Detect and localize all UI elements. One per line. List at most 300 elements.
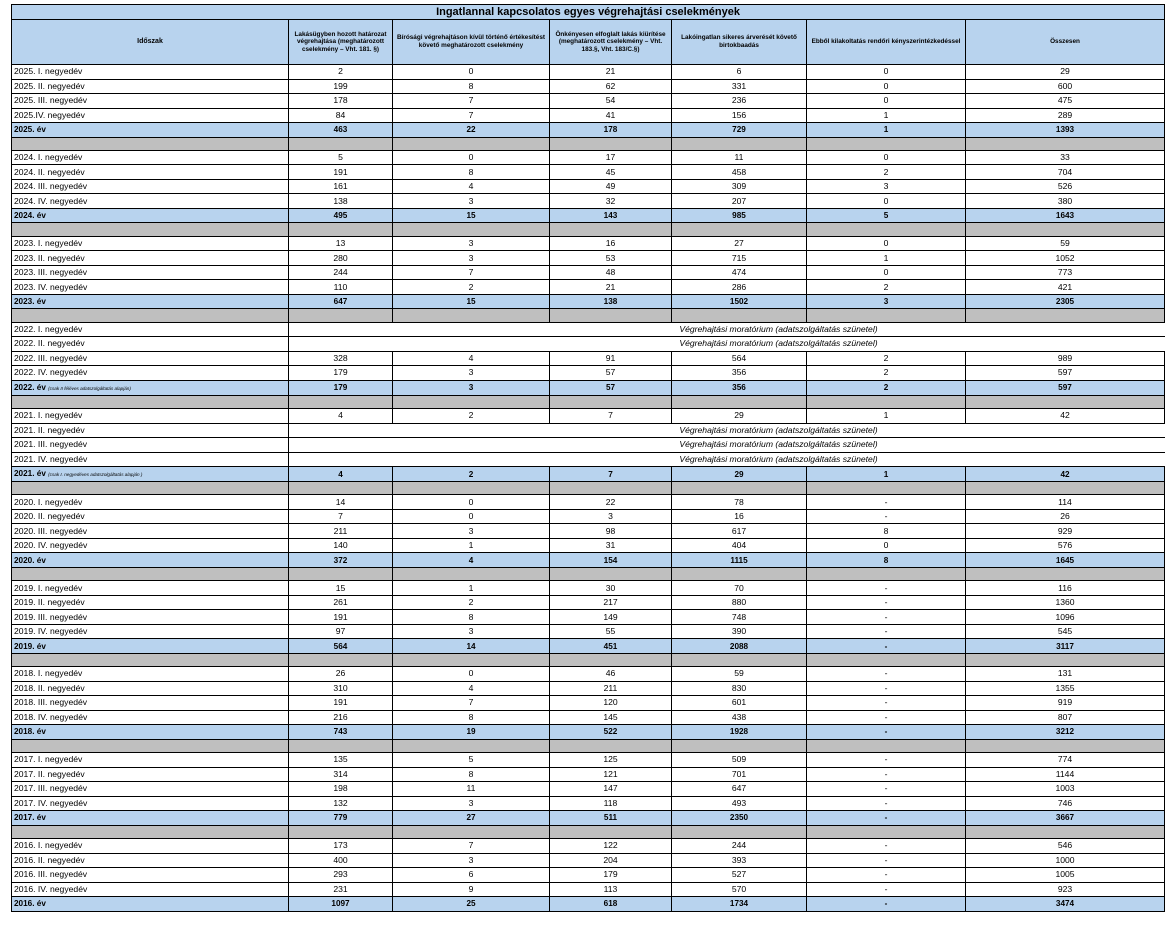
separator-cell bbox=[550, 395, 672, 408]
value-cell: 132 bbox=[289, 796, 393, 811]
table-row bbox=[12, 79, 1165, 94]
total-value-cell: 618 bbox=[550, 897, 672, 912]
separator-cell bbox=[672, 223, 807, 236]
year-total-row bbox=[12, 725, 1165, 740]
table-row bbox=[12, 767, 1165, 782]
value-cell: - bbox=[807, 782, 966, 797]
value-cell: 191 bbox=[289, 165, 393, 180]
table-row bbox=[12, 868, 1165, 883]
value-cell: 14 bbox=[289, 495, 393, 510]
separator-cell bbox=[966, 137, 1165, 150]
value-cell: 0 bbox=[393, 150, 550, 165]
period-cell: 2023. I. negyedév bbox=[12, 236, 289, 251]
separator-cell bbox=[807, 567, 966, 580]
value-cell: - bbox=[807, 509, 966, 524]
value-cell: - bbox=[807, 595, 966, 610]
value-cell: 576 bbox=[966, 538, 1165, 553]
value-cell: 7 bbox=[393, 108, 550, 123]
separator-cell bbox=[393, 223, 550, 236]
period-cell: 2022. II. negyedév bbox=[12, 337, 289, 352]
period-cell: 2025. II. negyedév bbox=[12, 79, 289, 94]
separator-cell bbox=[966, 395, 1165, 408]
value-cell: 116 bbox=[966, 581, 1165, 596]
empty-cell bbox=[289, 337, 393, 352]
separator-cell bbox=[807, 223, 966, 236]
total-value-cell: 511 bbox=[550, 811, 672, 826]
value-cell: 7 bbox=[393, 696, 550, 711]
value-cell: 21 bbox=[550, 65, 672, 80]
separator-cell bbox=[672, 825, 807, 838]
total-value-cell: 1 bbox=[807, 467, 966, 482]
period-cell: 2016. III. negyedév bbox=[12, 868, 289, 883]
total-value-cell: 2305 bbox=[966, 294, 1165, 309]
value-cell: 173 bbox=[289, 839, 393, 854]
period-cell bbox=[12, 208, 289, 223]
value-cell: 4 bbox=[393, 351, 550, 366]
total-value-cell: - bbox=[807, 897, 966, 912]
total-value-cell: 1928 bbox=[672, 725, 807, 740]
total-value-cell: 29 bbox=[672, 467, 807, 482]
value-cell: 1003 bbox=[966, 782, 1165, 797]
value-cell: 929 bbox=[966, 524, 1165, 539]
value-cell: 110 bbox=[289, 280, 393, 295]
value-cell: - bbox=[807, 696, 966, 711]
table-row bbox=[12, 265, 1165, 280]
total-value-cell: 2350 bbox=[672, 811, 807, 826]
value-cell: 701 bbox=[672, 767, 807, 782]
year-note: (csak I. negyedéves adatszolgáltatás alapján ) bbox=[48, 472, 143, 478]
period-cell: 2017. III. negyedév bbox=[12, 782, 289, 797]
title-row bbox=[12, 5, 1165, 20]
value-cell: 62 bbox=[550, 79, 672, 94]
value-cell: 1 bbox=[807, 251, 966, 266]
period-cell: 2020. III. negyedév bbox=[12, 524, 289, 539]
period-cell: 2024. IV. negyedév bbox=[12, 194, 289, 209]
header-squatter-eviction: Önkényesen elfoglalt lakás kiürítése (meghatározott cselekmény – Vht. 183.§, Vht. 183/C.§) bbox=[550, 20, 672, 65]
value-cell: 1 bbox=[393, 538, 550, 553]
table-row bbox=[12, 165, 1165, 180]
value-cell: 280 bbox=[289, 251, 393, 266]
value-cell: 22 bbox=[550, 495, 672, 510]
moratorium-note: Végrehajtási moratórium (adatszolgáltatás szünetel) bbox=[393, 337, 1165, 352]
year-label: 2017. év bbox=[14, 813, 46, 823]
value-cell: 2 bbox=[393, 595, 550, 610]
value-cell: 289 bbox=[966, 108, 1165, 123]
separator-cell bbox=[393, 739, 550, 752]
value-cell: 2 bbox=[393, 409, 550, 424]
value-cell: 807 bbox=[966, 710, 1165, 725]
value-cell: 0 bbox=[807, 538, 966, 553]
table-row bbox=[12, 667, 1165, 682]
value-cell: 526 bbox=[966, 179, 1165, 194]
total-value-cell: 647 bbox=[289, 294, 393, 309]
value-cell: 84 bbox=[289, 108, 393, 123]
value-cell: 135 bbox=[289, 753, 393, 768]
header-period: Időszak bbox=[12, 20, 289, 65]
separator-row bbox=[12, 653, 1165, 666]
table-row bbox=[12, 839, 1165, 854]
total-value-cell: 7 bbox=[550, 467, 672, 482]
table-row bbox=[12, 796, 1165, 811]
total-value-cell: 2 bbox=[807, 380, 966, 395]
value-cell: 597 bbox=[966, 366, 1165, 381]
value-cell: 746 bbox=[966, 796, 1165, 811]
separator-cell bbox=[12, 739, 289, 752]
value-cell: 1144 bbox=[966, 767, 1165, 782]
separator-cell bbox=[672, 137, 807, 150]
value-cell: 545 bbox=[966, 624, 1165, 639]
value-cell: 57 bbox=[550, 366, 672, 381]
value-cell: 131 bbox=[966, 667, 1165, 682]
value-cell: 474 bbox=[672, 265, 807, 280]
period-cell: 2018. II. negyedév bbox=[12, 681, 289, 696]
period-cell: 2020. II. negyedév bbox=[12, 509, 289, 524]
value-cell: 32 bbox=[550, 194, 672, 209]
total-value-cell: 2 bbox=[393, 467, 550, 482]
value-cell: 8 bbox=[393, 610, 550, 625]
total-value-cell: 495 bbox=[289, 208, 393, 223]
empty-cell bbox=[289, 322, 393, 337]
value-cell: 113 bbox=[550, 882, 672, 897]
value-cell: - bbox=[807, 624, 966, 639]
value-cell: 3 bbox=[807, 179, 966, 194]
separator-cell bbox=[289, 825, 393, 838]
year-total-row bbox=[12, 294, 1165, 309]
year-label: 2019. év bbox=[14, 641, 46, 651]
table-row bbox=[12, 280, 1165, 295]
table-row bbox=[12, 94, 1165, 109]
total-value-cell: 779 bbox=[289, 811, 393, 826]
table-row bbox=[12, 495, 1165, 510]
value-cell: 2 bbox=[807, 351, 966, 366]
value-cell: 0 bbox=[807, 79, 966, 94]
enforcement-table bbox=[11, 4, 1165, 912]
separator-cell bbox=[12, 137, 289, 150]
separator-cell bbox=[807, 309, 966, 322]
separator-row bbox=[12, 739, 1165, 752]
value-cell: 830 bbox=[672, 681, 807, 696]
value-cell: 390 bbox=[672, 624, 807, 639]
value-cell: 156 bbox=[672, 108, 807, 123]
year-label: 2016. év bbox=[14, 899, 46, 909]
separator-cell bbox=[12, 567, 289, 580]
value-cell: 91 bbox=[550, 351, 672, 366]
value-cell: 293 bbox=[289, 868, 393, 883]
value-cell: 41 bbox=[550, 108, 672, 123]
separator-row bbox=[12, 567, 1165, 580]
separator-cell bbox=[393, 653, 550, 666]
separator-cell bbox=[550, 739, 672, 752]
table-row bbox=[12, 710, 1165, 725]
header-total: Összesen bbox=[966, 20, 1165, 65]
period-cell bbox=[12, 553, 289, 568]
year-label: 2018. év bbox=[14, 727, 46, 737]
table-row bbox=[12, 581, 1165, 596]
value-cell: 314 bbox=[289, 767, 393, 782]
separator-row bbox=[12, 137, 1165, 150]
total-value-cell: 138 bbox=[550, 294, 672, 309]
period-cell: 2022. I. negyedév bbox=[12, 322, 289, 337]
period-cell: 2019. IV. negyedév bbox=[12, 624, 289, 639]
value-cell: 3 bbox=[393, 236, 550, 251]
table-row bbox=[12, 179, 1165, 194]
value-cell: 48 bbox=[550, 265, 672, 280]
table-row bbox=[12, 322, 1165, 337]
value-cell: 509 bbox=[672, 753, 807, 768]
table-row bbox=[12, 438, 1165, 453]
value-cell: 161 bbox=[289, 179, 393, 194]
value-cell: 546 bbox=[966, 839, 1165, 854]
separator-row bbox=[12, 482, 1165, 495]
value-cell: 3 bbox=[550, 509, 672, 524]
table-row bbox=[12, 882, 1165, 897]
separator-cell bbox=[807, 482, 966, 495]
period-cell bbox=[12, 294, 289, 309]
value-cell: 46 bbox=[550, 667, 672, 682]
separator-cell bbox=[12, 223, 289, 236]
value-cell: 17 bbox=[550, 150, 672, 165]
value-cell: 0 bbox=[807, 194, 966, 209]
period-cell: 2021. II. negyedév bbox=[12, 423, 289, 438]
year-total-row bbox=[12, 897, 1165, 912]
value-cell: 54 bbox=[550, 94, 672, 109]
separator-cell bbox=[393, 395, 550, 408]
separator-cell bbox=[289, 223, 393, 236]
value-cell: 328 bbox=[289, 351, 393, 366]
value-cell: 8 bbox=[393, 79, 550, 94]
value-cell: 26 bbox=[966, 509, 1165, 524]
value-cell: 78 bbox=[672, 495, 807, 510]
period-cell: 2022. IV. negyedév bbox=[12, 366, 289, 381]
value-cell: 244 bbox=[672, 839, 807, 854]
period-cell: 2016. IV. negyedév bbox=[12, 882, 289, 897]
value-cell: 3 bbox=[393, 366, 550, 381]
value-cell: 98 bbox=[550, 524, 672, 539]
total-value-cell: 1115 bbox=[672, 553, 807, 568]
value-cell: 125 bbox=[550, 753, 672, 768]
separator-cell bbox=[672, 395, 807, 408]
value-cell: 2 bbox=[289, 65, 393, 80]
moratorium-note: Végrehajtási moratórium (adatszolgáltatás szünetel) bbox=[393, 423, 1165, 438]
table-row bbox=[12, 409, 1165, 424]
value-cell: 601 bbox=[672, 696, 807, 711]
total-value-cell: 8 bbox=[807, 553, 966, 568]
total-value-cell: 15 bbox=[393, 208, 550, 223]
value-cell: 179 bbox=[289, 366, 393, 381]
total-value-cell: 3474 bbox=[966, 897, 1165, 912]
table-body bbox=[12, 5, 1165, 912]
total-value-cell: 178 bbox=[550, 123, 672, 138]
year-label: 2025. év bbox=[14, 125, 46, 135]
value-cell: 97 bbox=[289, 624, 393, 639]
period-cell: 2024. III. negyedév bbox=[12, 179, 289, 194]
separator-cell bbox=[672, 739, 807, 752]
value-cell: 0 bbox=[807, 94, 966, 109]
total-value-cell: 154 bbox=[550, 553, 672, 568]
table-row bbox=[12, 681, 1165, 696]
separator-cell bbox=[393, 309, 550, 322]
value-cell: 59 bbox=[966, 236, 1165, 251]
total-value-cell: 2088 bbox=[672, 639, 807, 654]
period-cell: 2019. I. negyedév bbox=[12, 581, 289, 596]
separator-cell bbox=[807, 825, 966, 838]
total-value-cell: - bbox=[807, 725, 966, 740]
year-label: 2024. év bbox=[14, 211, 46, 221]
table-row bbox=[12, 251, 1165, 266]
value-cell: 0 bbox=[393, 667, 550, 682]
table-row bbox=[12, 150, 1165, 165]
separator-cell bbox=[550, 825, 672, 838]
value-cell: - bbox=[807, 681, 966, 696]
separator-row bbox=[12, 223, 1165, 236]
period-cell: 2023. II. negyedév bbox=[12, 251, 289, 266]
table-row bbox=[12, 194, 1165, 209]
value-cell: 1 bbox=[807, 108, 966, 123]
period-cell: 2021. IV. negyedév bbox=[12, 452, 289, 467]
total-value-cell: 463 bbox=[289, 123, 393, 138]
total-value-cell: 3667 bbox=[966, 811, 1165, 826]
table-row bbox=[12, 696, 1165, 711]
value-cell: 121 bbox=[550, 767, 672, 782]
value-cell: 647 bbox=[672, 782, 807, 797]
value-cell: 570 bbox=[672, 882, 807, 897]
value-cell: 0 bbox=[807, 150, 966, 165]
separator-cell bbox=[550, 223, 672, 236]
value-cell: 191 bbox=[289, 696, 393, 711]
total-value-cell: 179 bbox=[289, 380, 393, 395]
table-row bbox=[12, 366, 1165, 381]
table-row bbox=[12, 351, 1165, 366]
value-cell: 198 bbox=[289, 782, 393, 797]
value-cell: 8 bbox=[807, 524, 966, 539]
value-cell: - bbox=[807, 796, 966, 811]
separator-cell bbox=[289, 309, 393, 322]
year-total-row bbox=[12, 639, 1165, 654]
value-cell: - bbox=[807, 767, 966, 782]
total-value-cell: - bbox=[807, 639, 966, 654]
table-row bbox=[12, 782, 1165, 797]
value-cell: 49 bbox=[550, 179, 672, 194]
period-cell: 2022. III. negyedév bbox=[12, 351, 289, 366]
value-cell: 1360 bbox=[966, 595, 1165, 610]
separator-cell bbox=[966, 653, 1165, 666]
value-cell: 13 bbox=[289, 236, 393, 251]
total-value-cell: 597 bbox=[966, 380, 1165, 395]
total-value-cell: 1502 bbox=[672, 294, 807, 309]
value-cell: 122 bbox=[550, 839, 672, 854]
separator-cell bbox=[550, 653, 672, 666]
value-cell: 244 bbox=[289, 265, 393, 280]
value-cell: 7 bbox=[550, 409, 672, 424]
value-cell: 2 bbox=[807, 280, 966, 295]
separator-cell bbox=[807, 395, 966, 408]
separator-cell bbox=[672, 653, 807, 666]
total-value-cell: 372 bbox=[289, 553, 393, 568]
separator-cell bbox=[393, 825, 550, 838]
total-value-cell: 1097 bbox=[289, 897, 393, 912]
year-total-row bbox=[12, 811, 1165, 826]
value-cell: - bbox=[807, 853, 966, 868]
total-value-cell: 15 bbox=[393, 294, 550, 309]
value-cell: 400 bbox=[289, 853, 393, 868]
table-row bbox=[12, 524, 1165, 539]
period-cell bbox=[12, 123, 289, 138]
period-cell: 2019. III. negyedév bbox=[12, 610, 289, 625]
value-cell: 5 bbox=[289, 150, 393, 165]
period-cell: 2018. I. negyedév bbox=[12, 667, 289, 682]
total-value-cell: 1393 bbox=[966, 123, 1165, 138]
value-cell: 880 bbox=[672, 595, 807, 610]
total-value-cell: 1643 bbox=[966, 208, 1165, 223]
moratorium-note: Végrehajtási moratórium (adatszolgáltatás szünetel) bbox=[393, 322, 1165, 337]
value-cell: 393 bbox=[672, 853, 807, 868]
value-cell: 2 bbox=[807, 366, 966, 381]
separator-cell bbox=[966, 223, 1165, 236]
value-cell: 59 bbox=[672, 667, 807, 682]
separator-cell bbox=[12, 825, 289, 838]
period-cell bbox=[12, 725, 289, 740]
year-total-row bbox=[12, 467, 1165, 482]
total-value-cell: 19 bbox=[393, 725, 550, 740]
separator-cell bbox=[12, 482, 289, 495]
value-cell: - bbox=[807, 495, 966, 510]
year-note: (csak II féléves adatszolgáltatás alapján) bbox=[48, 385, 131, 391]
value-cell: 286 bbox=[672, 280, 807, 295]
value-cell: 9 bbox=[393, 882, 550, 897]
period-cell: 2017. IV. negyedév bbox=[12, 796, 289, 811]
period-cell bbox=[12, 897, 289, 912]
empty-cell bbox=[289, 438, 393, 453]
separator-cell bbox=[393, 567, 550, 580]
period-cell: 2019. II. negyedév bbox=[12, 595, 289, 610]
separator-cell bbox=[289, 567, 393, 580]
header-row bbox=[12, 20, 1165, 65]
value-cell: 138 bbox=[289, 194, 393, 209]
total-value-cell: 4 bbox=[289, 467, 393, 482]
separator-cell bbox=[672, 482, 807, 495]
value-cell: - bbox=[807, 667, 966, 682]
value-cell: 236 bbox=[672, 94, 807, 109]
value-cell: - bbox=[807, 710, 966, 725]
value-cell: 356 bbox=[672, 366, 807, 381]
separator-cell bbox=[672, 567, 807, 580]
year-total-row bbox=[12, 208, 1165, 223]
separator-cell bbox=[807, 653, 966, 666]
value-cell: 26 bbox=[289, 667, 393, 682]
value-cell: - bbox=[807, 839, 966, 854]
total-value-cell: 3212 bbox=[966, 725, 1165, 740]
value-cell: 310 bbox=[289, 681, 393, 696]
total-value-cell: 3 bbox=[393, 380, 550, 395]
separator-cell bbox=[289, 395, 393, 408]
period-cell bbox=[12, 380, 289, 395]
value-cell: 204 bbox=[550, 853, 672, 868]
value-cell: 118 bbox=[550, 796, 672, 811]
value-cell: 11 bbox=[672, 150, 807, 165]
value-cell: 2 bbox=[393, 280, 550, 295]
value-cell: 1 bbox=[393, 581, 550, 596]
value-cell: 527 bbox=[672, 868, 807, 883]
value-cell: 53 bbox=[550, 251, 672, 266]
table-row bbox=[12, 108, 1165, 123]
value-cell: 3 bbox=[393, 796, 550, 811]
year-total-row bbox=[12, 380, 1165, 395]
separator-cell bbox=[550, 482, 672, 495]
table-row bbox=[12, 853, 1165, 868]
total-value-cell: - bbox=[807, 811, 966, 826]
table-row bbox=[12, 423, 1165, 438]
value-cell: 919 bbox=[966, 696, 1165, 711]
